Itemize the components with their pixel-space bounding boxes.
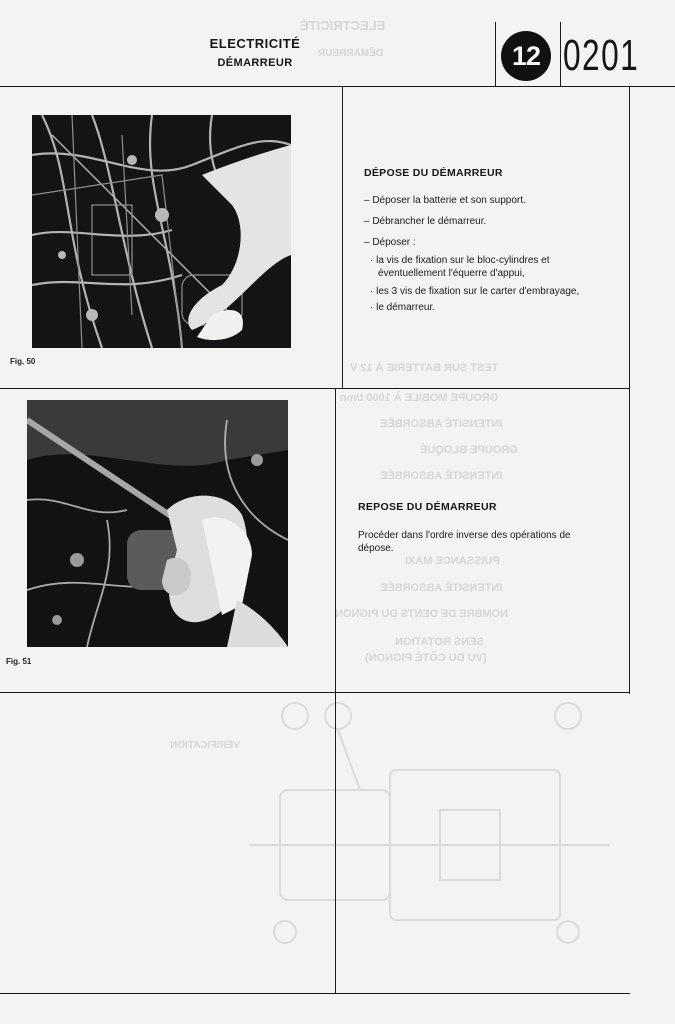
depose-step: – Débrancher le démarreur. xyxy=(364,216,487,227)
bleed-through-texture: NOMBRE DE DENTS DU PIGNON xyxy=(335,608,508,620)
repose-text: Procéder dans l'ordre inverse des opérations de xyxy=(358,530,571,541)
depose-substep: · le démarreur. xyxy=(370,302,436,313)
bleed-through-texture: INTENSITÉ ABSORBÉE xyxy=(380,470,503,482)
column-divider xyxy=(342,86,343,388)
bleed-through-texture: ELECTRICITÉ xyxy=(300,18,386,33)
bottom-border xyxy=(0,993,630,994)
right-border xyxy=(629,86,630,694)
repose-heading: REPOSE DU DÉMARREUR xyxy=(358,501,497,513)
depose-step: – Déposer la batterie et son support. xyxy=(364,195,526,206)
header-divider xyxy=(0,86,675,87)
depose-step: – Déposer : xyxy=(364,237,416,248)
bleed-through-texture: GROUPE MOBILE À 1000 t/mn xyxy=(340,392,499,404)
depose-substep: éventuellement l'équerre d'appui, xyxy=(378,268,525,279)
bleed-through-texture: GROUPE BLOQUÉ xyxy=(420,444,518,456)
figure-caption: Fig. 51 xyxy=(6,657,32,666)
figure-51-photo xyxy=(27,400,288,647)
bleed-through-texture: (VU DU CÔTÉ PIGNON) xyxy=(365,652,487,664)
depose-substep: · les 3 vis de fixation sur le carter d'embrayage, xyxy=(370,286,580,297)
figure-caption: Fig. 50 xyxy=(10,357,36,366)
bleed-through-texture: INTENSITÉ ABSORBÉE xyxy=(380,582,503,594)
column-divider xyxy=(335,388,336,994)
bleed-through-texture: SENS ROTATION xyxy=(395,636,484,648)
bleed-through-texture: INTENSITÉ ABSORBÉE xyxy=(380,418,503,430)
figure-50-photo xyxy=(32,115,291,348)
row-divider xyxy=(0,388,630,389)
section-subtitle: DÉMARREUR xyxy=(217,57,293,69)
depose-heading: DÉPOSE DU DÉMARREUR xyxy=(364,167,503,179)
page-code: 0201 xyxy=(563,31,640,80)
bleed-through-texture: PUISSANCE MAXI xyxy=(405,555,500,567)
bleed-through-texture: VÉRIFICATION xyxy=(170,740,240,751)
bleed-through-drawing xyxy=(250,700,610,950)
repose-text: dépose. xyxy=(358,543,394,554)
chapter-number-badge: 12 xyxy=(501,31,551,81)
bleed-through-texture: TEST SUR BATTERIE À 12 V xyxy=(350,362,499,374)
section-title: ELECTRICITÉ xyxy=(209,36,301,51)
bleed-through-texture: DÉMARREUR xyxy=(318,48,383,59)
row-divider xyxy=(0,692,630,693)
depose-substep: · la vis de fixation sur le bloc-cylindres et xyxy=(370,255,550,266)
